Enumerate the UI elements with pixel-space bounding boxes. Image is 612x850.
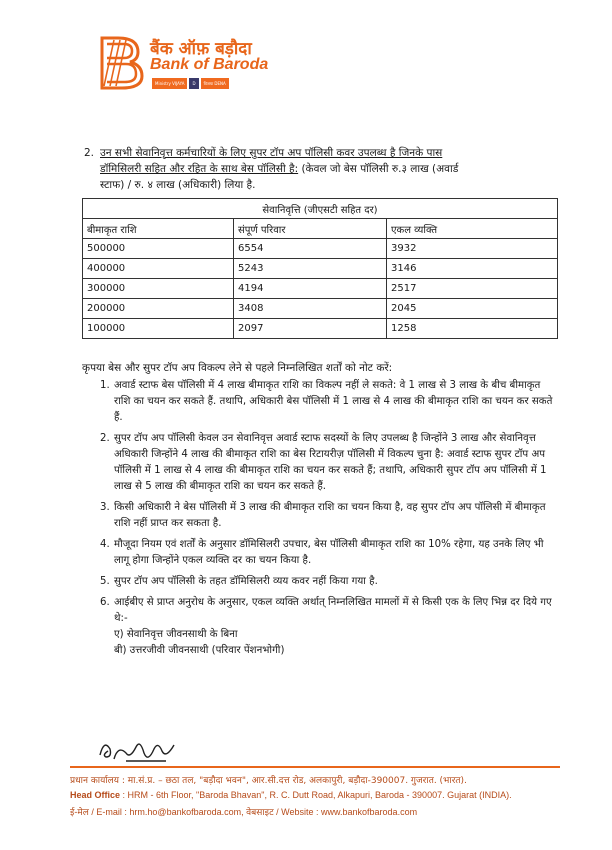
cell-sum-insured: 200000 (83, 299, 234, 319)
intro-line-2-rest: (केवल जो बेस पॉलिसी रु.३ लाख (अवार्ड (298, 163, 459, 175)
cell-sum-insured: 500000 (83, 239, 234, 259)
table-row (83, 239, 558, 259)
notes-list (82, 378, 558, 664)
note-number: 6. (100, 597, 110, 608)
table-row (83, 319, 558, 339)
footer-email-label: ई-मेल / E-mail : (70, 807, 127, 817)
cell-sum-insured: 100000 (83, 319, 234, 339)
footer-address-english (70, 790, 512, 800)
list-item (82, 378, 558, 426)
intro-line-2-underlined: डॉमिसिलरी सहित और रहित के साथ बेस पॉलिसी है: (100, 163, 299, 175)
note-text: किसी अधिकारी ने बेस पॉलिसी में 3 लाख की बीमाकृत राशि का चयन किया है, वह सुपर टॉप अप पॉलिसी में बीमाकृत राशि नहीं प्राप्त कर सकता है. (114, 502, 546, 529)
list-item (82, 431, 558, 495)
cell-single-person: 2517 (387, 279, 558, 299)
note-number: 3. (100, 502, 110, 513)
footer-contact (70, 805, 417, 818)
footer-english-label: Head Office (70, 790, 121, 800)
bank-logo (98, 34, 298, 96)
bank-of-baroda-logo-icon (98, 34, 146, 90)
cell-full-family: 2097 (234, 319, 387, 339)
cell-sum-insured: 400000 (83, 259, 234, 279)
badge-dena: विजया DENA (201, 78, 229, 89)
note-number: 5. (100, 576, 110, 587)
footer-divider (70, 766, 560, 768)
footer-hindi-label: प्रधान कार्यालय : (70, 776, 125, 786)
header-sum-insured: बीमाकृत राशि (83, 219, 234, 239)
list-item (82, 537, 558, 569)
footer-hindi-address: मा.सं.प्र. – छठा तल, "बड़ौदा भवन", आर.सी.दत्त रोड, अलकापुरी, बड़ौदा-390007. गुजरात. (भारत). (127, 776, 467, 786)
intro-number: 2. (84, 147, 95, 159)
table-row (83, 259, 558, 279)
intro-paragraph (84, 145, 558, 193)
note-number: 4. (100, 539, 110, 550)
footer-website-link[interactable]: www.bankofbaroda.com (321, 807, 418, 817)
intro-line-1: उन सभी सेवानिवृत्त कर्मचारियों के लिए सुपर टॉप अप पॉलिसी कवर उपलब्ध है जिनके पास (100, 147, 443, 159)
note-text: सुपर टॉप अप पॉलिसी केवल उन सेवानिवृत्त अवार्ड स्टाफ सदस्यों के लिए उपलब्ध है जिन्होंने 3 लाख और सेवानिवृत्त अधिकारी जिन्होंने 4 लाख की बीमाकृत राशि का बेस रिटायरीज़ पॉलिसी में विकल्प चुना है: अवार्ड स्टाफ सुपर टॉप अप पॉलिसी में 1 लाख से 4 लाख की बीमाकृत राशि का चयन कर सकते हैं; तथापि, अधिकारी सुपर टॉप अप पॉलिसी में 1 लाख से 5 लाख की बीमाकृत राशि का चयन कर सकते हैं. (114, 433, 547, 492)
cell-single-person: 1258 (387, 319, 558, 339)
notes-heading: कृपया बेस और सुपर टॉप अप विकल्प लेने से पहले निम्नलिखित शर्तों को नोट करें: (82, 362, 393, 374)
note-text: आईबीए से प्राप्त अनुरोध के अनुसार, एकल व्यक्ति अर्थात् निम्नलिखित मामलों में से किसी एक के लिए भिन्न दर दिये गए थे:- (114, 597, 552, 624)
badge-vijaya: Ministry VIJAYA (152, 78, 187, 89)
note-number: 1. (100, 380, 110, 391)
brand-name-hindi: बैंक ऑफ़ बड़ौदा (150, 39, 252, 59)
note-text: मौजूदा नियम एवं शर्तों के अनुसार डॉमिसिलरी उपचार, बेस पॉलिसी बीमाकृत राशि का 10% रहेगा, यह उनके लिए भी लागू होगा जिन्होंने एकल व्यक्ति दर का चयन किया है. (114, 539, 544, 566)
cell-sum-insured: 300000 (83, 279, 234, 299)
cell-full-family: 4194 (234, 279, 387, 299)
cell-full-family: 5243 (234, 259, 387, 279)
signature-icon (96, 735, 184, 765)
footer-email-link[interactable]: hrm.ho@bankofbaroda.com (129, 807, 242, 817)
table-row (83, 279, 558, 299)
cell-single-person: 2045 (387, 299, 558, 319)
cell-single-person: 3932 (387, 239, 558, 259)
merger-badges (152, 78, 229, 89)
note-text: अवार्ड स्टाफ बेस पॉलिसी में 4 लाख बीमाकृत राशि का विकल्प नहीं ले सकते: वे 1 लाख से 3 लाख के बीच बीमाकृत राशि का चयन कर सकते हैं. तथापि, अधिकारी बेस पॉलिसी में 1 लाख से 4 लाख की बीमाकृत राशि का चयन कर सकते हैं. (114, 380, 553, 423)
sub-item-a: ए) सेवानिवृत्त जीवनसाथी के बिना (114, 629, 238, 640)
cell-full-family: 3408 (234, 299, 387, 319)
table-row (83, 299, 558, 319)
badge-dena-mark: D (189, 78, 198, 89)
footer-website-label: , वेबसाइट / Website : (241, 807, 319, 817)
sub-item-b: बी) उत्तरजीवी जीवनसाथी (परिवार पेंशनभोगी) (114, 645, 285, 656)
header-single-person: एकल व्यक्ति (387, 219, 558, 239)
list-item (82, 574, 558, 590)
footer-address-hindi (70, 773, 467, 786)
table-title-row (83, 199, 558, 219)
table-header-row (83, 219, 558, 239)
cell-full-family: 6554 (234, 239, 387, 259)
note-number: 2. (100, 433, 110, 444)
header-full-family: संपूर्ण परिवार (234, 219, 387, 239)
footer-english-address: : HRM - 6th Floor, "Baroda Bhavan", R. C. Dutt Road, Alkapuri, Baroda - 390007. Gujarat (INDIA). (122, 790, 512, 800)
table-title: सेवानिवृत्ति (जीएसटी सहित दर) (83, 199, 558, 219)
cell-single-person: 3146 (387, 259, 558, 279)
intro-line-3: स्टाफ) / रु. ४ लाख (अधिकारी) लिया है. (100, 179, 256, 191)
note-text: सुपर टॉप अप पॉलिसी के तहत डॉमिसिलरी व्यय कवर नहीं किया गया है. (114, 576, 378, 587)
rate-table (82, 198, 558, 339)
list-item (82, 500, 558, 532)
list-item (82, 595, 558, 659)
brand-name-english: Bank of Baroda (150, 56, 269, 73)
